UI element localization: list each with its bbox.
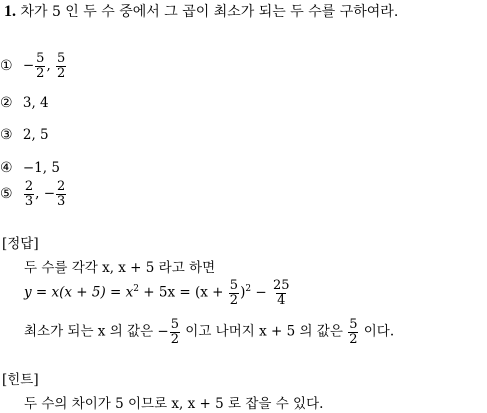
choice-number: ②	[0, 95, 13, 111]
choice-4[interactable]	[0, 161, 60, 176]
fraction: $\frac{5}{2}$	[36, 51, 45, 81]
minus-sign: −	[22, 57, 35, 74]
separator: ,	[46, 57, 56, 74]
exponent: 2	[245, 284, 252, 295]
answer-line-1	[24, 262, 215, 276]
answer-text: 두 수를 각각 x, x + 5 라고 하면	[24, 260, 216, 276]
choice-text: 2, 5	[22, 127, 49, 143]
equation-part: −	[251, 284, 271, 301]
choice-number: ④	[0, 160, 13, 176]
choice-number: ③	[0, 127, 13, 143]
answer-label: [정답]	[2, 236, 39, 252]
choice-2[interactable]	[0, 96, 49, 111]
choice-1[interactable]	[0, 52, 67, 80]
fraction: $\frac{2}{3}$	[24, 179, 34, 209]
fraction: $\frac{5}{2}$	[170, 317, 179, 347]
problem-number: 1.	[4, 3, 16, 20]
equation-part: + 5x = (x +	[139, 284, 228, 301]
choice-number: ⑤	[0, 185, 13, 202]
fraction: $\frac{5}{2}$	[57, 51, 66, 81]
hint-label: [힌트]	[2, 372, 39, 388]
choice-text: 3, 4	[22, 95, 49, 111]
fraction: $\frac{25}{4}$	[272, 278, 290, 308]
answer-line-3	[24, 318, 394, 346]
answer-text: 최소가 되는 x 의 값은 −	[24, 323, 169, 340]
exponent: 2	[133, 284, 140, 295]
fraction: $\frac{5}{2}$	[349, 317, 358, 347]
problem-text: 차가 5 인 두 수 중에서 그 곱이 최소가 되는 두 수를 구하여라.	[20, 4, 399, 20]
problem-statement	[4, 4, 398, 20]
equation-part: y = x(x + 5) = x	[24, 284, 134, 301]
fraction: $\frac{5}{2}$	[229, 278, 239, 308]
hint-text: 두 수의 차이가 5 이므로 x, x + 5 로 잡을 수 있다.	[24, 396, 324, 412]
answer-text: 이고 나머지 x + 5 의 값은	[181, 323, 348, 340]
equation-part: )	[240, 284, 246, 301]
choice-5[interactable]	[0, 180, 67, 208]
answer-text: 이다.	[359, 323, 395, 340]
separator: , −	[35, 185, 56, 202]
choice-text: −1, 5	[22, 160, 60, 176]
choice-number: ①	[0, 57, 13, 74]
fraction: $\frac{2}{3}$	[57, 179, 66, 209]
choice-3[interactable]	[0, 128, 49, 143]
answer-line-2	[24, 279, 292, 307]
